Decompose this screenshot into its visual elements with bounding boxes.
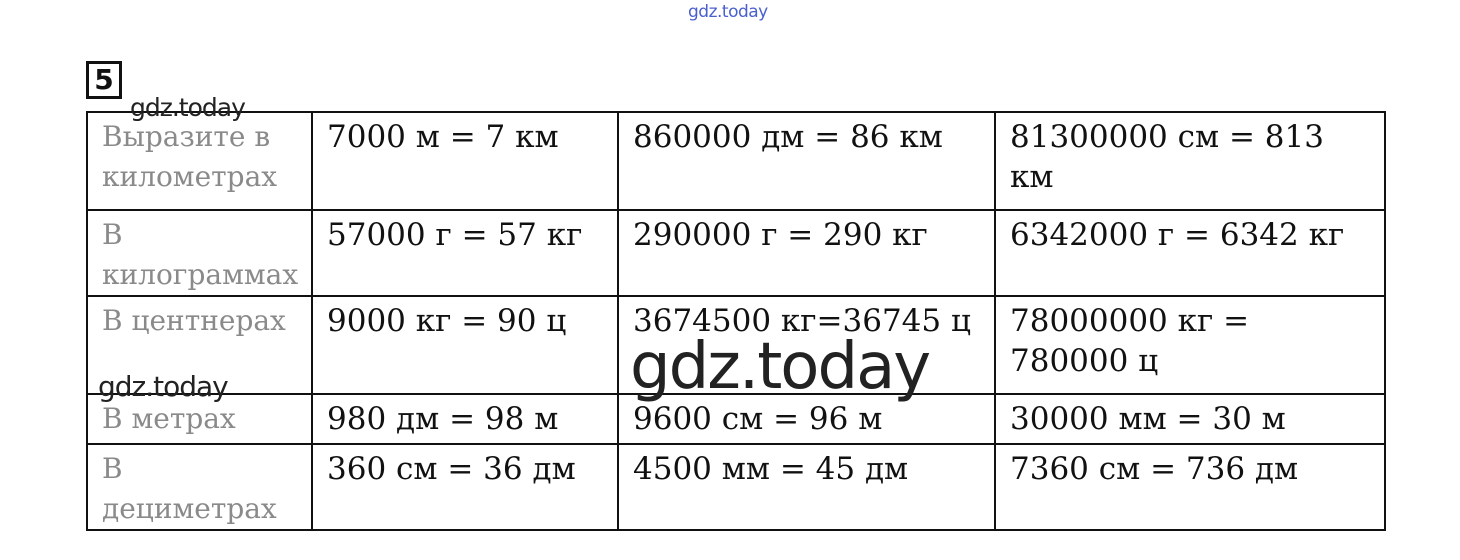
table-cell: 980 дм = 98 м — [312, 394, 618, 444]
table-cell: 7360 см = 736 дм — [995, 444, 1385, 530]
table-row — [87, 394, 1385, 444]
units-table — [86, 111, 1386, 531]
table-cell: 78000000 кг = 780000 ц — [995, 296, 1385, 394]
watermark: gdz.today — [130, 93, 245, 122]
row-label: В метрах — [87, 394, 312, 444]
task-number: 5 — [86, 61, 122, 99]
watermark: gdz.today — [630, 330, 930, 404]
table-row — [87, 210, 1385, 296]
table-cell: 57000 г = 57 кг — [312, 210, 618, 296]
table-cell: 7000 м = 7 км — [312, 112, 618, 210]
table-cell: 30000 мм = 30 м — [995, 394, 1385, 444]
table-cell: 9600 см = 96 м — [618, 394, 995, 444]
watermark-top: gdz.today — [688, 2, 768, 22]
table-row — [87, 444, 1385, 530]
watermark: gdz.today — [98, 370, 228, 403]
table-cell: 9000 кг = 90 ц — [312, 296, 618, 394]
table-row — [87, 112, 1385, 210]
table-row — [87, 296, 1385, 394]
table-cell: 81300000 см = 813 км — [995, 112, 1385, 210]
table-cell: 4500 мм = 45 дм — [618, 444, 995, 530]
row-label: В дециметрах — [87, 444, 312, 530]
table-cell: 860000 дм = 86 км — [618, 112, 995, 210]
table-cell: 6342000 г = 6342 кг — [995, 210, 1385, 296]
row-label: В килограммах — [87, 210, 312, 296]
table-cell: 290000 г = 290 кг — [618, 210, 995, 296]
table-cell: 3674500 кг=36745 ц — [618, 296, 995, 394]
row-label: Выразите в километрах — [87, 112, 312, 210]
table-cell: 360 см = 36 дм — [312, 444, 618, 530]
row-label: В центнерах — [87, 296, 312, 394]
